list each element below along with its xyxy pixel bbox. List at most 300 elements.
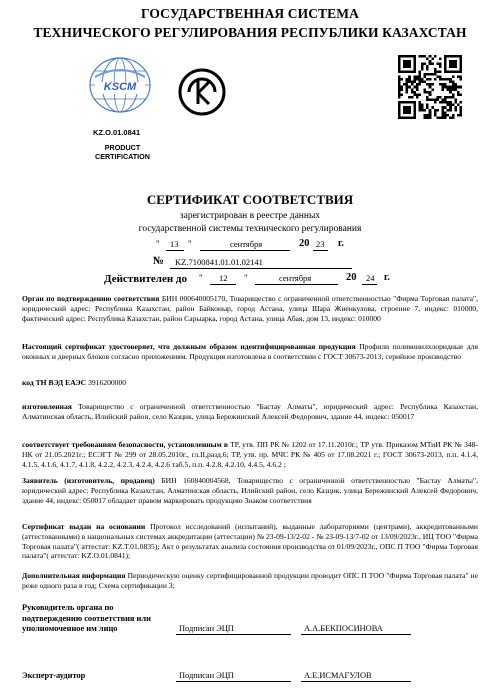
manufacturer-section: [22, 402, 478, 422]
qr-module: [411, 83, 414, 86]
qr-module: [452, 65, 455, 68]
qr-module: [406, 106, 409, 109]
qr-module: [413, 104, 416, 107]
qr-module: [447, 104, 450, 107]
qr-module: [401, 93, 404, 96]
qr-module: [434, 68, 437, 71]
qr-module: [444, 65, 447, 68]
qr-module: [424, 91, 427, 94]
qr-module: [459, 68, 462, 71]
qr-module: [449, 55, 452, 58]
qr-module: [408, 116, 411, 119]
qr-module: [452, 81, 455, 84]
reg-date-month: сентября: [230, 239, 263, 249]
qr-module: [454, 86, 457, 89]
qr-module: [442, 109, 445, 112]
qr-module: [398, 88, 401, 91]
qr-module: [418, 83, 421, 86]
qr-module: [431, 58, 434, 61]
logo-text: KSCM: [103, 81, 137, 93]
qr-module: [418, 104, 421, 107]
qr-module: [418, 93, 421, 96]
qr-module: [439, 63, 442, 66]
qr-module: [421, 81, 424, 84]
qr-module: [408, 109, 411, 112]
qr-module: [421, 68, 424, 71]
registry-line1: зарегистрирован в реестре данных: [179, 211, 321, 221]
qr-module: [429, 93, 432, 96]
qr-module: [406, 83, 409, 86]
qr-module: [439, 101, 442, 104]
qr-module: [398, 68, 401, 71]
qr-module: [442, 83, 445, 86]
qr-module: [439, 78, 442, 81]
qr-module: [398, 93, 401, 96]
qr-module: [444, 114, 447, 117]
qr-module: [398, 96, 401, 99]
valid-quote-close: ": [244, 273, 248, 283]
qr-module: [442, 88, 445, 91]
accreditation-code: KZ.O.01.0841: [93, 128, 141, 137]
qr-module: [413, 60, 416, 63]
product-line1: PRODUCT: [104, 143, 141, 152]
header-title-line2: ТЕХНИЧЕСКОГО РЕГУЛИРОВАНИЯ РЕСПУБЛИКИ КАЗАХСТАН: [33, 25, 467, 40]
qr-module: [459, 58, 462, 61]
tnved-label: код ТН ВЭД ЕАЭС: [22, 378, 87, 387]
qr-module: [449, 116, 452, 119]
qr-module: [398, 63, 401, 66]
qr-module: [447, 55, 450, 58]
qr-module: [413, 81, 416, 84]
qr-module: [408, 101, 411, 104]
qr-module: [442, 101, 445, 104]
qr-module: [444, 101, 447, 104]
qr-module: [449, 65, 452, 68]
qr-module: [413, 109, 416, 112]
qr-module: [401, 55, 404, 58]
qr-module: [424, 116, 427, 119]
qr-module: [442, 86, 445, 89]
qr-module: [424, 55, 427, 58]
qr-module: [406, 88, 409, 91]
qr-module: [454, 65, 457, 68]
qr-module: [452, 60, 455, 63]
qr-module: [424, 63, 427, 66]
qr-module: [406, 60, 409, 63]
qr-module: [434, 111, 437, 114]
qr-module: [447, 78, 450, 81]
expert-signature-line: [176, 681, 291, 682]
requirements-text: ТР, утв. ПП РК № 1202 от 17.11.2010г.; ТР утв. Приказом МТиИ РК № 348-НК от 21.05.2021г.; ЕСЭГТ № 299 от 28.05.2010г., гл.II,разд.6; ТР, утв. пр. МЧС РК № 405 от 17.08.2021 г.; ГОСТ 30673-2013, п.п. 4.1.4, 4.1.5, 4.1.6, 4.1.7, 4.1.8, 4.2.2, 4.2.3, 4.2.4, 4.2.6 таб.5, п.п. 4.2.8, 4.2.10, 4.4.5, 4.6.2 ;: [22, 440, 478, 469]
qr-module: [444, 78, 447, 81]
qr-module: [416, 88, 419, 91]
valid-until-label: Действителен до: [104, 273, 187, 285]
applicant-label: Заявитель (изготовитель, продавец): [22, 476, 155, 485]
qr-module: [413, 70, 416, 73]
qr-module: [449, 106, 452, 109]
qr-module: [434, 101, 437, 104]
reg-date-suffix: г.: [338, 238, 344, 249]
qr-module: [426, 83, 429, 86]
qr-module: [413, 116, 416, 119]
qr-module: [447, 109, 450, 112]
qr-module: [459, 65, 462, 68]
qr-module: [449, 88, 452, 91]
qr-module: [408, 63, 411, 66]
valid-year-prefix: 20: [346, 272, 357, 283]
head-label-line2: подтверждению соответствия или: [22, 613, 151, 623]
basis-section: [22, 522, 478, 561]
qr-module: [429, 116, 432, 119]
qr-module: [416, 75, 419, 78]
qr-module: [403, 65, 406, 68]
qr-module: [434, 114, 437, 117]
qr-module: [459, 106, 462, 109]
qr-module: [413, 111, 416, 114]
qr-module: [426, 73, 429, 76]
qr-module: [406, 116, 409, 119]
qr-module: [426, 68, 429, 71]
qr-module: [413, 55, 416, 58]
qr-module: [434, 70, 437, 73]
qr-module: [401, 116, 404, 119]
qr-module: [431, 99, 434, 102]
qr-module: [418, 55, 421, 58]
qr-module: [439, 58, 442, 61]
qr-module: [442, 78, 445, 81]
qr-module: [436, 70, 439, 73]
qr-module: [436, 116, 439, 119]
qr-module: [403, 55, 406, 58]
qr-module: [411, 88, 414, 91]
product-line2: CERTIFICATION: [95, 152, 150, 161]
expert-name: А.Е.ИСМАГУЛОВ: [304, 671, 372, 680]
qr-module: [429, 63, 432, 66]
qr-module: [429, 60, 432, 63]
qr-module: [434, 78, 437, 81]
qr-module: [459, 86, 462, 89]
qr-module: [411, 96, 414, 99]
qr-module: [398, 70, 401, 73]
tnved-value: 3916200000: [88, 378, 127, 387]
qr-module: [459, 111, 462, 114]
qr-module: [398, 104, 401, 107]
qr-module: [459, 70, 462, 73]
qr-module: [454, 106, 457, 109]
qr-module: [418, 70, 421, 73]
qr-module: [408, 81, 411, 84]
qr-module: [424, 73, 427, 76]
qr-module: [452, 75, 455, 78]
qr-module: [436, 75, 439, 78]
qr-module: [459, 114, 462, 117]
qr-module: [457, 104, 460, 107]
organ-section: [22, 294, 478, 323]
qr-module: [418, 75, 421, 78]
qr-module: [416, 93, 419, 96]
qr-module: [406, 55, 409, 58]
header-title-line1: ГОСУДАРСТВЕННАЯ СИСТЕМА: [141, 6, 359, 21]
tnved-section: [22, 378, 478, 388]
qr-module: [439, 116, 442, 119]
qr-module: [426, 114, 429, 117]
qr-module: [442, 114, 445, 117]
qr-module: [444, 55, 447, 58]
qr-module: [406, 63, 409, 66]
qr-module: [413, 78, 416, 81]
qr-module: [434, 55, 437, 58]
qr-module: [459, 101, 462, 104]
certificate-number: KZ.7100841.01.01.02141: [175, 257, 263, 267]
expert-label: Эксперт-аудитор: [22, 671, 86, 680]
qr-module: [457, 75, 460, 78]
qr-module: [398, 58, 401, 61]
qr-module: [457, 55, 460, 58]
qr-module: [413, 86, 416, 89]
qr-module: [444, 70, 447, 73]
qr-module: [459, 75, 462, 78]
qr-module: [401, 78, 404, 81]
qr-module: [426, 104, 429, 107]
qr-module: [444, 106, 447, 109]
qr-module: [418, 109, 421, 112]
extra-info-text: Периодическую оценку сертифицированной продукции проводит ОПС П ТОО "Фирма Торговая палата" не реже одного раза в год; Схема сертификации 3;: [22, 571, 478, 590]
qr-module: [408, 106, 411, 109]
qr-module: [459, 63, 462, 66]
qr-module: [429, 83, 432, 86]
qr-module: [447, 101, 450, 104]
qr-module: [398, 81, 401, 84]
qr-module: [426, 99, 429, 102]
qr-module: [413, 65, 416, 68]
qr-module: [403, 111, 406, 114]
manufacturer-label: изготовленная: [22, 402, 72, 411]
qr-module: [411, 81, 414, 84]
qr-module: [429, 114, 432, 117]
qr-module: [442, 99, 445, 102]
basis-label: Сертификат выдан на основании: [22, 522, 146, 531]
qr-module: [424, 109, 427, 112]
qr-module: [444, 68, 447, 71]
qr-module: [444, 116, 447, 119]
qr-module: [401, 70, 404, 73]
qr-module: [403, 70, 406, 73]
qr-module: [436, 109, 439, 112]
qr-module: [449, 70, 452, 73]
qr-module: [416, 78, 419, 81]
qr-module: [452, 104, 455, 107]
qr-module: [411, 70, 414, 73]
requirements-section: [22, 440, 478, 469]
qr-module: [398, 114, 401, 117]
qr-module: [429, 55, 432, 58]
qr-module: [436, 96, 439, 99]
qr-module: [421, 104, 424, 107]
head-signature: Подпиcaн ЭЦП: [179, 624, 234, 633]
organ-text: БИН 000640005170, Товарищество с ограниченной ответственностью "Фирма Торговая палата", юридический адрес: Республика Казахстан, район Байконыр, город Астана, улица Шара Жиенкулова, строение 7, индекс: 010000, фактический адрес: Республика Казахстан, район Сарыарка, город Астана, улица Абая, дом 13, индекс: 010000: [22, 294, 478, 323]
qr-module: [426, 91, 429, 94]
qr-module: [408, 55, 411, 58]
qr-module: [454, 101, 457, 104]
qr-module: [439, 75, 442, 78]
qr-module: [452, 55, 455, 58]
qr-module: [406, 109, 409, 112]
conformity-mark-icon: [178, 68, 226, 116]
certificate-title: СЕРТИФИКАТ СООТВЕТСТВИЯ: [146, 192, 354, 207]
valid-suffix: г.: [384, 272, 390, 283]
qr-module: [436, 99, 439, 102]
qr-module: [439, 65, 442, 68]
reg-date-quote-open: ": [156, 239, 160, 249]
number-sign: №: [153, 255, 165, 267]
qr-module: [421, 63, 424, 66]
qr-module: [406, 101, 409, 104]
qr-module: [431, 88, 434, 91]
qr-module: [454, 88, 457, 91]
qr-module: [398, 86, 401, 89]
registration-date: [0, 239, 500, 253]
head-name-line: [301, 634, 411, 635]
qr-module: [447, 114, 450, 117]
qr-module: [424, 88, 427, 91]
qr-module: [406, 91, 409, 94]
qr-module: [426, 58, 429, 61]
qr-module: [452, 83, 455, 86]
certifies-label: Настоящий сертификат удостоверяет, что должным образом идентифицированная продукция: [22, 342, 356, 351]
qr-module: [403, 101, 406, 104]
qr-module: [454, 63, 457, 66]
qr-module: [449, 81, 452, 84]
qr-module: [454, 109, 457, 112]
qr-module: [408, 78, 411, 81]
qr-module: [444, 111, 447, 114]
qr-module: [449, 86, 452, 89]
qr-module: [398, 75, 401, 78]
qr-module: [403, 116, 406, 119]
qr-module: [421, 109, 424, 112]
qr-module: [459, 93, 462, 96]
qr-module: [449, 109, 452, 112]
registry-line2: государственной системы технического регулирования: [138, 224, 362, 234]
qr-module: [398, 83, 401, 86]
kscm-logo: [85, 55, 155, 117]
reg-date-year: 23: [316, 239, 325, 249]
qr-module: [449, 78, 452, 81]
valid-month: сентября: [279, 273, 312, 283]
applicant-text: БИН 160840004568, Товарищество с ограниченной ответственностью "Бастау Алматы", юридический адрес: Республика Казахстан, Алматинская область, Илийский район, село Казцик, улица Бережинский Алексей Федорович, здание 44, индекс: 050017 обладает правом маркировать продукцию Знаком соответствия: [22, 476, 478, 505]
expert-name-line: [301, 681, 411, 682]
head-label-line1: Руководитель органа по: [22, 603, 114, 612]
qr-module: [429, 109, 432, 112]
qr-module: [452, 96, 455, 99]
qr-module: [454, 83, 457, 86]
qr-module: [406, 81, 409, 84]
qr-module: [418, 73, 421, 76]
qr-module: [398, 91, 401, 94]
qr-module: [411, 101, 414, 104]
qr-code[interactable]: [398, 55, 462, 119]
qr-module: [418, 81, 421, 84]
qr-module: [454, 70, 457, 73]
head-signature-line: [176, 634, 291, 635]
qr-module: [406, 65, 409, 68]
qr-module: [418, 101, 421, 104]
qr-module: [452, 70, 455, 73]
qr-module: [416, 86, 419, 89]
qr-module: [413, 75, 416, 78]
qr-module: [459, 78, 462, 81]
qr-module: [426, 96, 429, 99]
certifies-text: Профили поливинилхлоридные для оконных и дверных блоков согласно приложениям. Продукция изготовлена в соответствии с ГОСТ 30673-2013; серийное производство: [22, 342, 479, 361]
qr-module: [449, 63, 452, 66]
qr-module: [408, 111, 411, 114]
qr-module: [424, 75, 427, 78]
qr-module: [426, 65, 429, 68]
qr-module: [434, 109, 437, 112]
qr-module: [431, 83, 434, 86]
qr-module: [411, 55, 414, 58]
qr-module: [447, 88, 450, 91]
qr-module: [429, 91, 432, 94]
qr-module: [449, 96, 452, 99]
product-certification-label: [95, 143, 150, 161]
reg-date-day: 13: [170, 239, 179, 249]
qr-module: [457, 91, 460, 94]
qr-module: [444, 86, 447, 89]
qr-module: [424, 81, 427, 84]
qr-module: [457, 93, 460, 96]
qr-module: [449, 91, 452, 94]
qr-module: [431, 106, 434, 109]
qr-module: [401, 86, 404, 89]
qr-module: [444, 63, 447, 66]
qr-module: [413, 114, 416, 117]
qr-module: [452, 93, 455, 96]
qr-module: [449, 104, 452, 107]
qr-module: [413, 93, 416, 96]
certificate-number-row: [0, 256, 500, 270]
qr-module: [408, 75, 411, 78]
qr-module: [398, 116, 401, 119]
qr-module: [413, 101, 416, 104]
qr-module: [406, 70, 409, 73]
qr-module: [398, 101, 401, 104]
qr-module: [442, 111, 445, 114]
qr-module: [406, 86, 409, 89]
qr-module: [459, 55, 462, 58]
qr-module: [421, 65, 424, 68]
qr-module: [426, 78, 429, 81]
qr-module: [421, 55, 424, 58]
qr-module: [426, 106, 429, 109]
qr-module: [416, 96, 419, 99]
qr-module: [442, 106, 445, 109]
qr-module: [452, 114, 455, 117]
qr-module: [452, 88, 455, 91]
requirements-label: соответствует требованиям безопасности, установленным в: [22, 440, 228, 449]
qr-module: [439, 70, 442, 73]
qr-module: [411, 116, 414, 119]
qr-module: [452, 116, 455, 119]
qr-module: [403, 106, 406, 109]
valid-day: 12: [219, 273, 228, 283]
qr-module: [429, 78, 432, 81]
qr-module: [434, 99, 437, 102]
qr-module: [431, 63, 434, 66]
qr-module: [413, 68, 416, 71]
qr-module: [398, 65, 401, 68]
qr-module: [398, 55, 401, 58]
